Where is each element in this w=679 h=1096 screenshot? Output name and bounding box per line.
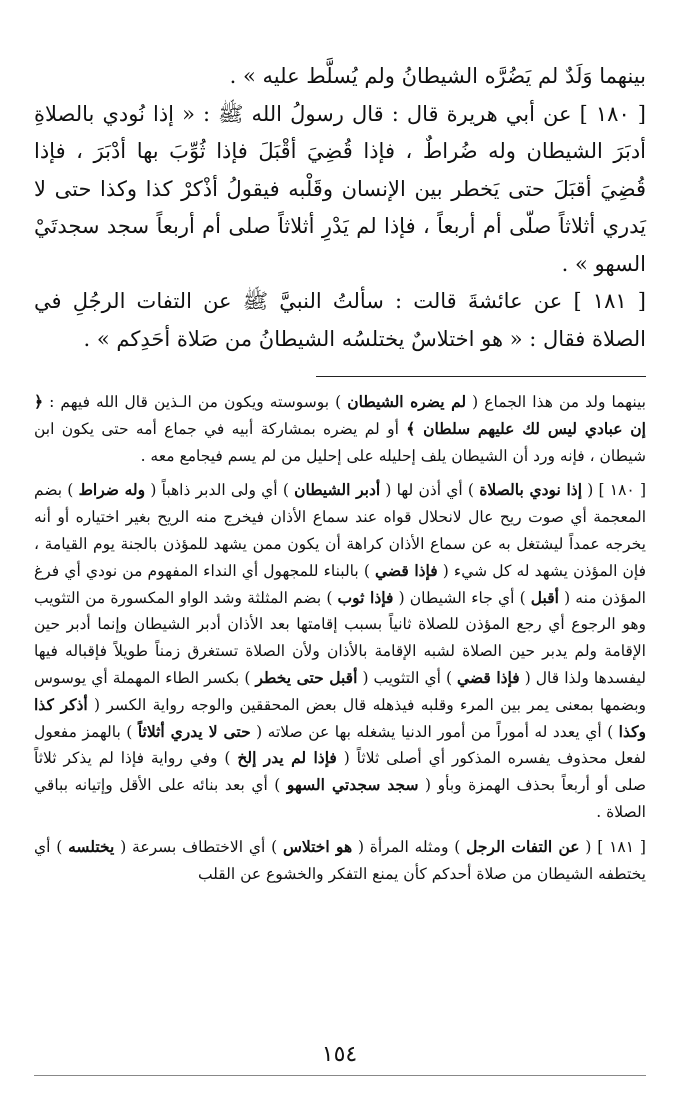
- quoted-phrase: يختلسه: [68, 836, 115, 856]
- commentary-number: [ ١٨١ ] (: [585, 837, 646, 856]
- quoted-phrase: سجد سجدتي السهو: [286, 775, 419, 795]
- commentary-text: ) أي جاء الشيطان (: [398, 588, 526, 607]
- commentary: [34, 389, 646, 887]
- quoted-phrase: فإذا قضي: [374, 560, 438, 580]
- quoted-phrase: عن التفات الرجل: [466, 836, 580, 856]
- book-page: [34, 58, 646, 895]
- commentary-text: ) بكسر الطاء المهملة أي يوسوس وبضمها بمعنى يمر بين المرء وقلبه فيذهله قال بعض المحققين والوجه رواية الكسر (: [34, 668, 646, 714]
- quoted-phrase: فإذا قضي: [457, 667, 520, 687]
- quoted-phrase: حتى لا يدري أثلاثاً: [137, 721, 251, 741]
- hadith-180: [34, 96, 646, 284]
- commentary-text: ) أي أذن لها (: [385, 481, 474, 500]
- commentary-text: ) أي يختطفه الشيطان من صلاة أحدكم كأن يمنع التفكر والخشوع عن القلب: [34, 837, 646, 883]
- commentary-paragraph-180: [34, 477, 646, 825]
- commentary-text: ) أي الاختطاف بسرعة (: [120, 837, 278, 856]
- commentary-text: ) بالهمز مفعول لفعل محذوف يفسره المذكور أي أصلى ثلاثاً (: [34, 722, 647, 768]
- quran-verse: ﴿ إن عبادي ليس لك عليهم سلطان ﴾: [34, 392, 646, 438]
- quoted-phrase: لم يضره الشيطان: [347, 392, 467, 411]
- commentary-text: ) بضم المثلثة وشد الواو المكسورة من التثويب وهو الرجوع أي رجع المؤذن للصلاة ثانياً بسبب إقامتها بعد الأذان أدبر الشيطان وإنما أدبر حين الإقامة ولم يدبر حين الصلاة لشبه الإقامة بالأذان ولأن الصلاة تستغرق زمناً طويلاً فإقباله فيها ليفسدها ولذا قال (: [34, 588, 647, 687]
- hadith-number: [ ١٨١ ]: [573, 289, 646, 313]
- commentary-text: أو لم يضره بمشاركة أبيه في جماع أمه حتى يكون ابن شيطان ، فإنه ورد أن الشيطان يلف إحليله على إحليل من لم يسم فيجامع معه .: [34, 419, 646, 465]
- commentary-text: ) بالبناء للمجهول أي النداء المفهوم من نودي أي فرغ المؤذن منه (: [34, 561, 646, 607]
- hadith-body: عن عائشةَ قالت : سألتُ النبيَّ ﷺ عن التفات الرجُلِ في الصلاة فقال : « هو اختلاسٌ يختلسُه الشيطانُ من صَلاة أحَدِكم » .: [34, 289, 646, 351]
- quoted-phrase: أذكر كذا وكذا: [34, 694, 646, 741]
- hadith-number: [ ١٨٠ ]: [579, 101, 646, 126]
- quoted-phrase: وله ضراط: [78, 480, 146, 500]
- intro-line: بينهما وَلَدٌ لم يَضُرَّه الشيطانُ ولم يُسلَّط عليه » .: [229, 64, 646, 88]
- commentary-number: [ ١٨٠ ] (: [587, 481, 646, 500]
- page-number: ١٥٤: [321, 1042, 358, 1067]
- commentary-text: ) أي بعد بنائه على الأقل وإتيانه بباقي الصلاة .: [34, 776, 646, 821]
- quoted-phrase: أدبر الشيطان: [294, 480, 381, 500]
- commentary-paragraph: [34, 389, 646, 469]
- bottom-rule: [34, 1075, 646, 1076]
- commentary-paragraph-181: [34, 834, 646, 888]
- hadith-body: عن أبي هريرة قال : قال رسولُ الله ﷺ : « إذا نُودي بالصلاةِ أدبَرَ الشيطان وله ضُراطٌ ، فإذا قُضِيَ أقْبَلَ فإذا ثُوِّبَ بها أدْبَرَ ، فإذا قُضِيَ أقبَلَ حتى يَخطر بين الإنسان وقَلْبه فيقولُ أذْكرْ كذا وكذا حتى لا يَدري أثلاثاً صلّى أم أربعاً ، فإذا لم يَدْرِ أثلاثاً صلى أم أربعاً سجد سجدتَيْ السهو » .: [34, 101, 646, 276]
- commentary-text: ) أي ولى الدبر ذاهباً (: [150, 481, 289, 500]
- footnote-divider: [316, 376, 646, 377]
- quoted-phrase: هو اختلاس: [282, 836, 353, 856]
- quoted-phrase: أقبل: [530, 587, 559, 607]
- hadith-text: [34, 58, 646, 358]
- commentary-text: ) وفي رواية فإذا لم يذكر ثلاثاً صلى أو أربعاً بحذف الهمزة وبأو (: [34, 749, 647, 795]
- quoted-phrase: إذا نودي بالصلاة: [479, 480, 583, 500]
- quoted-phrase: فإذا ثوب: [337, 587, 394, 607]
- hadith-181: [34, 283, 646, 358]
- commentary-text: ) بضم المعجمة أي صوت ريح عال لانحلال قواه عند سماع الأذان فيخرج منه الريح بغير اختياره أو أنه يخرجه عمداً ليشتغل به عن سماع الأذان كراهة أن يكون ممن يشهد للمؤذن بالجنة يوم القيامة ، فإن المؤذن يشهد له كل شيء (: [34, 481, 646, 580]
- commentary-text: ) بوسوسته ويكون من الـذين قال الله فيهم :: [49, 393, 342, 411]
- commentary-text: ) ومثله المرأة (: [357, 837, 461, 856]
- commentary-text: ) أي التثويب (: [362, 668, 452, 687]
- quoted-phrase: فإذا لم يدر إلخ: [237, 748, 337, 768]
- commentary-text: ) أي يعدد له أموراً من أمور الدنيا يشغله بها عن صلاته (: [256, 722, 614, 741]
- quoted-phrase: أقبل حتى يخطر: [255, 667, 358, 687]
- commentary-text: بينهما ولد من هذا الجماع (: [472, 393, 646, 411]
